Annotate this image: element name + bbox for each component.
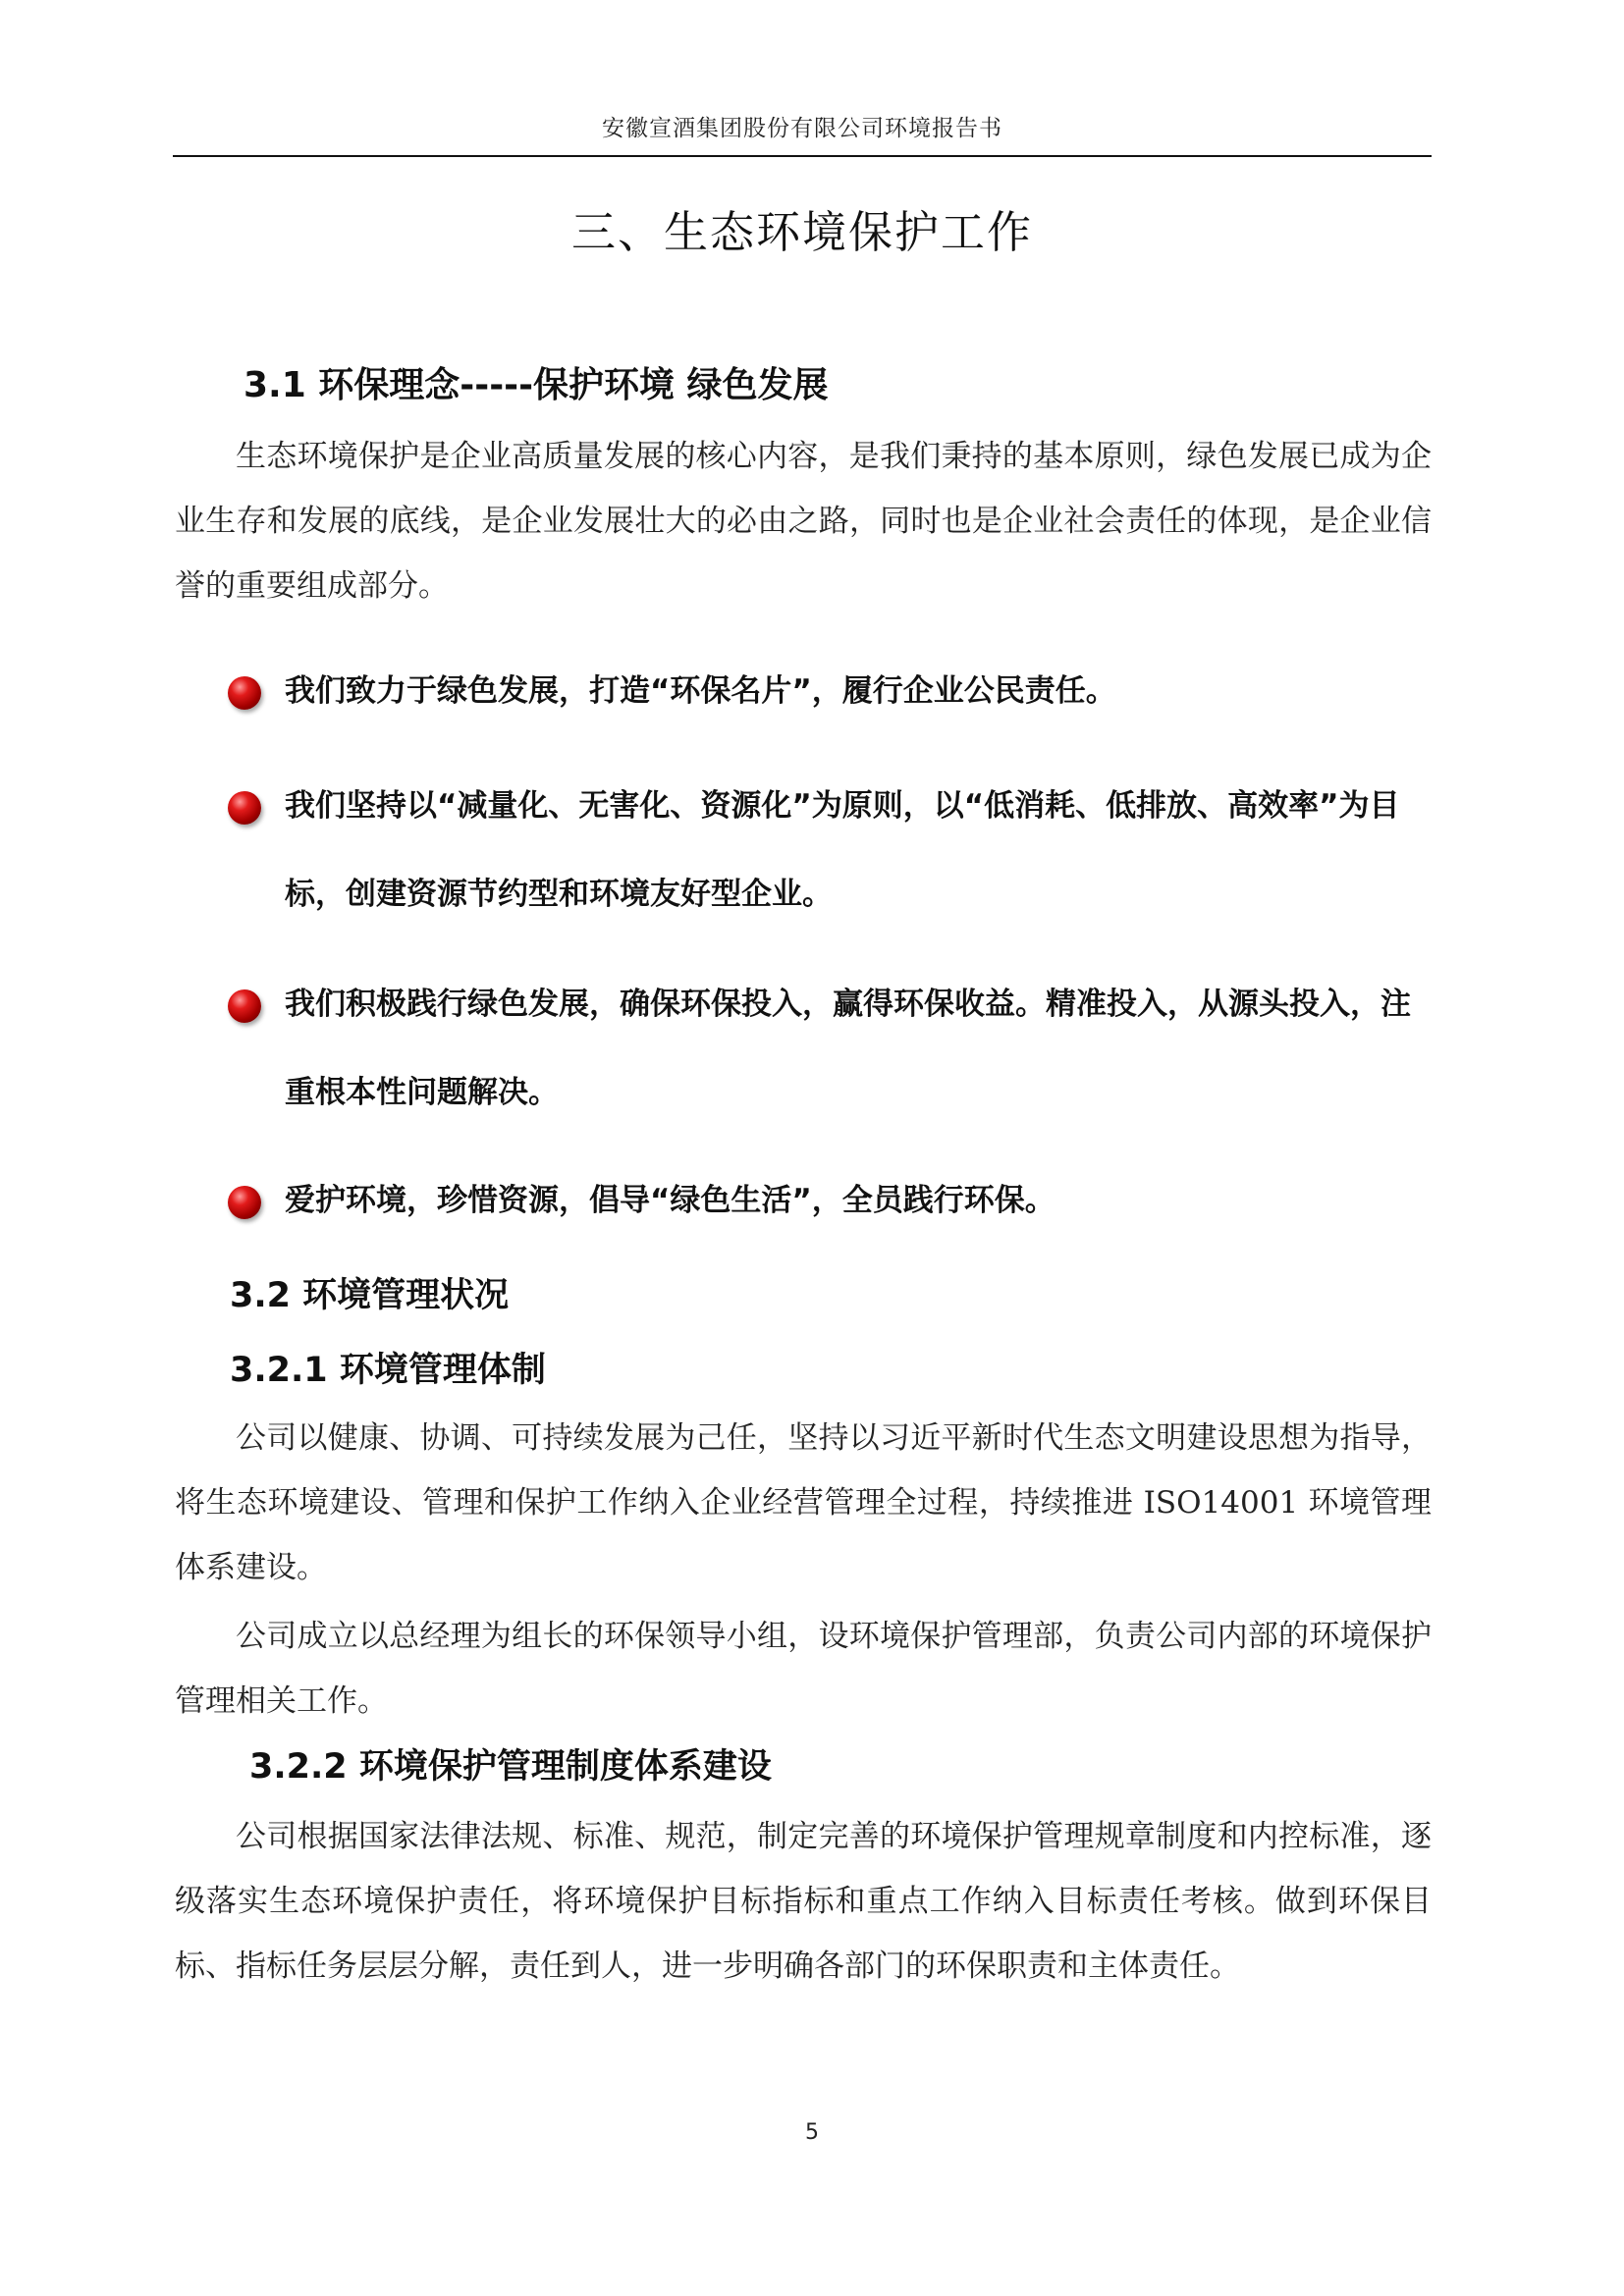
bullet-text: 我们致力于绿色发展，打造“环保名片”，履行企业公民责任。	[285, 673, 1116, 709]
red-ball-bullet-icon	[228, 676, 261, 710]
page-header: 安徽宣酒集团股份有限公司环境报告书	[602, 116, 1002, 141]
section-3-1-paragraph: 生态环境保护是企业高质量发展的核心内容，是我们秉持的基本原则，绿色发展已成为企业生存和发展的底线，是企业发展壮大的必由之路，同时也是企业社会责任的体现，是企业信誉的重要组成部分。	[175, 439, 1432, 604]
bullet-text: 我们坚持以“减量化、无害化、资源化”为原则，以“低消耗、低排放、高效率”为目标，创建资源节约型和环境友好型企业。	[285, 788, 1400, 912]
bullet-text: 爱护环境，珍惜资源，倡导“绿色生活”，全员践行环保。	[285, 1183, 1056, 1218]
red-ball-bullet-icon	[228, 791, 261, 825]
red-ball-bullet-icon	[228, 989, 261, 1023]
section-heading-3-2-1: 3.2.1 环境管理体制	[230, 1351, 546, 1390]
section-3-2-1-paragraph-2: 公司成立以总经理为组长的环保领导小组，设环境保护管理部，负责公司内部的环境保护管理相关工作。	[175, 1619, 1432, 1719]
bullet-text: 我们积极践行绿色发展，确保环保投入，赢得环保收益。精准投入，从源头投入，注重根本性问题解决。	[285, 987, 1411, 1110]
chapter-title: 三、生态环境保护工作	[570, 206, 1033, 258]
red-ball-bullet-icon	[228, 1186, 261, 1219]
page-number: 5	[805, 2120, 819, 2145]
section-heading-3-2-2: 3.2.2 环境保护管理制度体系建设	[249, 1747, 772, 1787]
section-3-2-2-paragraph: 公司根据国家法律法规、标准、规范，制定完善的环境保护管理规章制度和内控标准，逐级落实生态环境保护责任，将环境保护目标指标和重点工作纳入目标责任考核。做到环保目标、指标任务层层分解，责任到人，进一步明确各部门的环保职责和主体责任。	[175, 1819, 1432, 1984]
section-heading-3-2: 3.2 环境管理状况	[230, 1276, 510, 1315]
header-rule	[173, 155, 1432, 157]
section-3-2-1-paragraph-1: 公司以健康、协调、可持续发展为己任，坚持以习近平新时代生态文明建设思想为指导，将生态环境建设、管理和保护工作纳入企业经营管理全过程，持续推进 ISO14001 环境管理体系建设。	[175, 1420, 1432, 1585]
section-heading-3-1: 3.1 环保理念-----保护环境 绿色发展	[244, 365, 829, 405]
